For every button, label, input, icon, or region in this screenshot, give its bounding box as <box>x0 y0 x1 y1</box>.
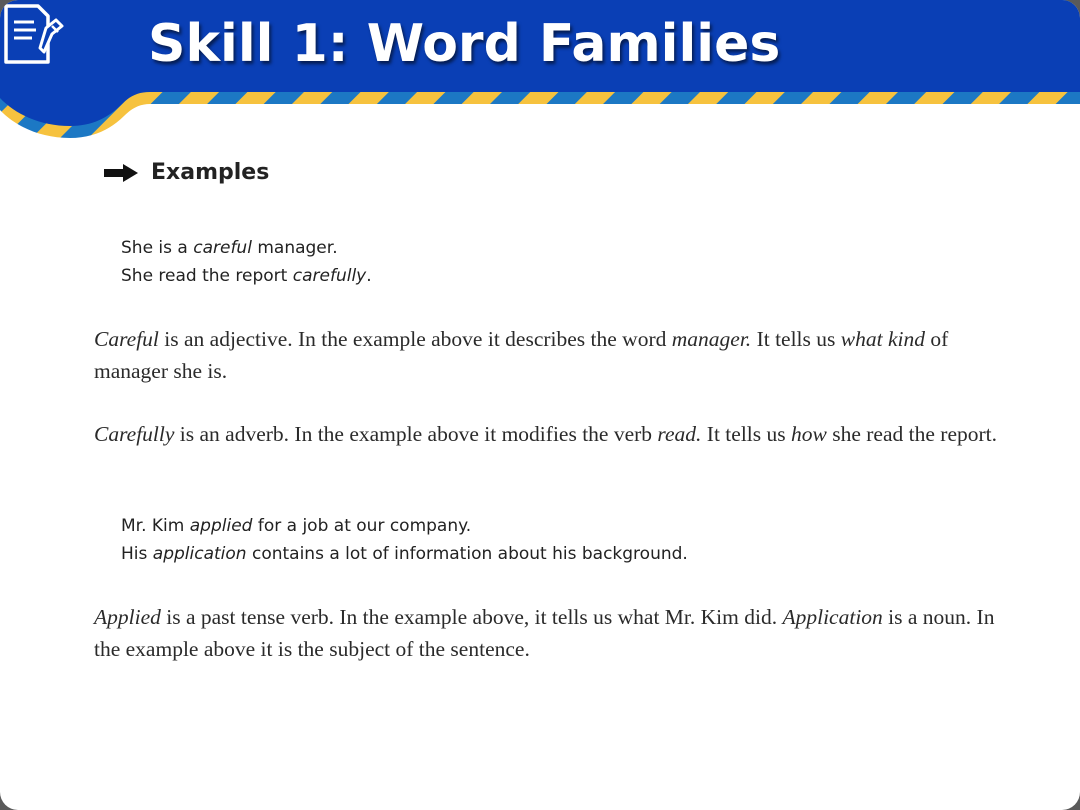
paragraph-careful: Careful is an adjective. In the example above it describes the word manager. It tells us what kind of manager she is. <box>94 327 949 383</box>
document-pencil-icon <box>0 0 66 68</box>
example-line: She is a careful manager. <box>121 238 338 258</box>
section-heading <box>103 160 269 185</box>
section-label: Examples <box>151 160 270 185</box>
paragraph-applied: Applied is a past tense verb. In the example above, it tells us what Mr. Kim did. Application is a noun. In the example above it is the subject of the sentence. <box>94 605 995 661</box>
example-line: His application contains a lot of information about his background. <box>121 544 688 564</box>
page-title: Skill 1: Word Families <box>148 14 781 74</box>
example-line: She read the report carefully. <box>121 266 372 286</box>
paragraph-carefully: Carefully is an adverb. In the example above it modifies the verb read. It tells us how she read the report. <box>94 422 997 446</box>
header-banner <box>0 0 1080 140</box>
example-block-2 <box>121 512 688 568</box>
arrow-right-icon <box>103 163 139 183</box>
example-line: Mr. Kim applied for a job at our company. <box>121 516 472 536</box>
example-block-1 <box>121 234 372 290</box>
